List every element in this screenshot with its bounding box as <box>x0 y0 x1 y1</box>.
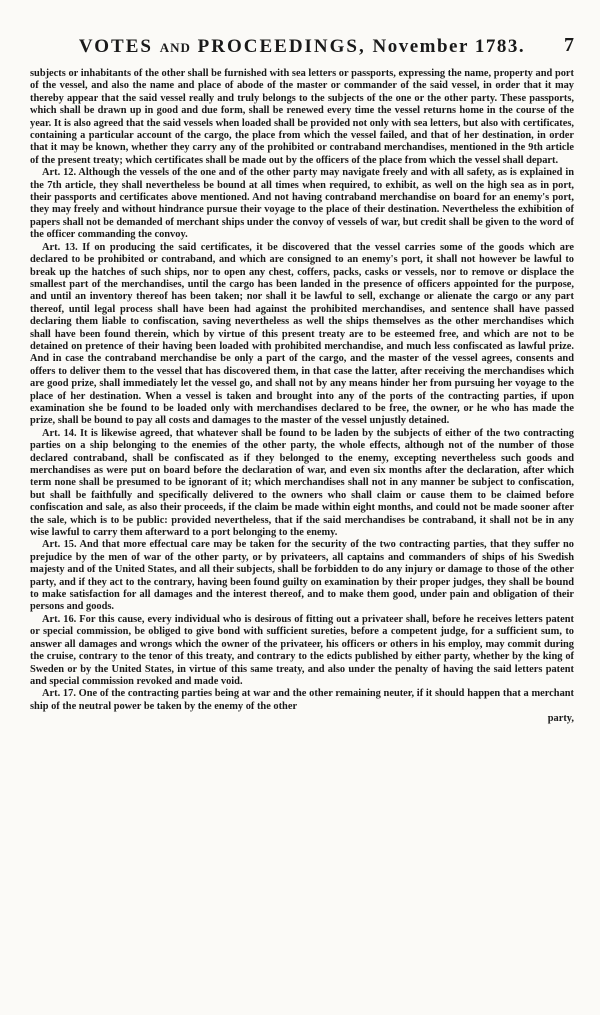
running-head <box>30 0 574 57</box>
article-12: Art. 12. Although the vessels of the one and of the other party may navigate freely and with all safety, as is explained in the 7th article, they shall nevertheless be bound at all times when required, to exhibit, as well on the high sea as in port, their passports and certificates above mentioned. And not having contraband merchandise on board for an enemy's port, they may freely and without hindrance pursue their voyage to the place of their destination. Nevertheless the exhibition of papers shall not be demanded of merchant ships under the convoy of vessels of war, but credit shall be given to the word of the officer commanding the convoy. <box>30 167 574 241</box>
body-text <box>30 68 574 725</box>
article-16: Art. 16. For this cause, every individual who is desirous of fitting out a privateer shall, before he receives letters patent or special commission, be obliged to give bond with sufficient sureties, before a competent judge, for a sufficient sum, to answer all damages and wrongs which the owner of the privateer, his officers or others in his employ, may commit during the cruise, contrary to the tenor of this treaty, and contrary to the edicts published by either party, whether by the king of Sweden or by the United States, in virtue of this same treaty, and also under the penalty of having the said letters patent and special commission revoked and made void. <box>30 613 574 687</box>
header-date: November 1783. <box>372 36 526 57</box>
title-and: AND <box>159 40 191 55</box>
title-part1: VOTES <box>78 36 153 57</box>
article-15: Art. 15. And that more effectual care may be taken for the security of the two contracting parties, that they suffer no prejudice by the men of war of the other party, or by privateers, all captains and commanders of ships of his Swedish majesty and of the United States, and all their subjects, shall be forbidden to do any injury or damage to those of the other party, and if they act to the contrary, having been found guilty on examination by their proper judges, they shall be bound to make satisfaction for all damages and the interest thereof, and to make them good, under pain and obligation of their persons and goods. <box>30 539 574 613</box>
catchword: party, <box>547 713 574 725</box>
article-17: Art. 17. One of the contracting parties being at war and the other remaining neuter, if it should happen that a merchant ship of the neutral power be taken by the enemy of the other <box>30 688 574 712</box>
paragraph-continuation: subjects or inhabitants of the other shall be furnished with sea letters or passports, expressing the name, property and port of the vessel, and also the name and place of abode of the master or commander of the said vessel, in order that it may thereby appear that the said vessel really and truly belongs to the subjects of the one or the other party. These passports, which shall be drawn up in good and due form, shall be renewed every time the vessel returns home in the course of the year. It is also agreed that the said vessels when loaded shall be provided not only with sea letters, but also with certificates, containing a particular account of the cargo, the place from which the vessel failed, and that of her destination, in order that it may be known, whether they carry any of the prohibited or contraband merchandises, mentioned in the 9th article of the present treaty; which certificates shall be made out by the officers of the place from which the vessel shall depart. <box>30 68 574 166</box>
title-part2: PROCEEDINGS, <box>197 36 366 57</box>
article-14: Art. 14. It is likewise agreed, that whatever shall be found to be laden by the subjects of either of the two contracting parties on a ship belonging to the enemies of the other party, the whole effects, although not of the number of those declared contraband, shall be confiscated as if they belonged to the enemy, excepting nevertheless such goods and merchandises as were put on board before the declaration of war, and even six months after the declaration, after which term none shall be presumed to be ignorant of it; which merchandises shall not in any manner be subject to confiscation, but shall be faithfully and specifically delivered to the owners who shall claim or cause them to be claimed before confiscation and sale, as also their proceeds, if the claim be made within eight months, and could not be made sooner after the sale, which is to be public: provided nevertheless, that if the said merchandises be contraband, it shall not be in any wise lawful to carry them afterward to a port belonging to the enemy. <box>30 427 574 539</box>
page-number: 7 <box>564 34 574 56</box>
article-13: Art. 13. If on producing the said certificates, it be discovered that the vessel carries some of the goods which are declared to be prohibited or contraband, and which are consigned to an enemy's port, it shall not however be lawful to break up the hatches of such ships, nor to open any chest, coffers, packs, casks or vessels, nor to remove or displace the smallest part of the merchandises, until the cargo has been landed in the presence of officers appointed for the purpose, and until an inventory thereof has been taken; nor shall it be lawful to sell, exchange or alienate the cargo or any part thereof, until legal process shall have been had against the prohibited merchandises, and sentence shall have passed declaring them liable to confiscation, saving nevertheless as well the ships themselves as the other merchandises which shall have been found therein, which by virtue of this present treaty are to be esteemed free, and which are not to be detained on pretence of their having been loaded with prohibited merchandise, and much less confiscated as lawful prize. And in case the contraband merchandise be only a part of the cargo, and the master of the vessel agrees, consents and offers to deliver them to the vessel that has discovered them, in that case the latter, after receiving the merchandises which are good prize, shall immediately let the vessel go, and shall not by any means hinder her from pursuing her voyage to the place of her destination. When a vessel is taken and brought into any of the ports of the contracting parties, if upon examination she be found to be loaded only with merchandises declared to be free, the owner, or he who has made the prize, shall be bound to pay all costs and damages to the master of the vessel unjustly detained. <box>30 241 574 427</box>
